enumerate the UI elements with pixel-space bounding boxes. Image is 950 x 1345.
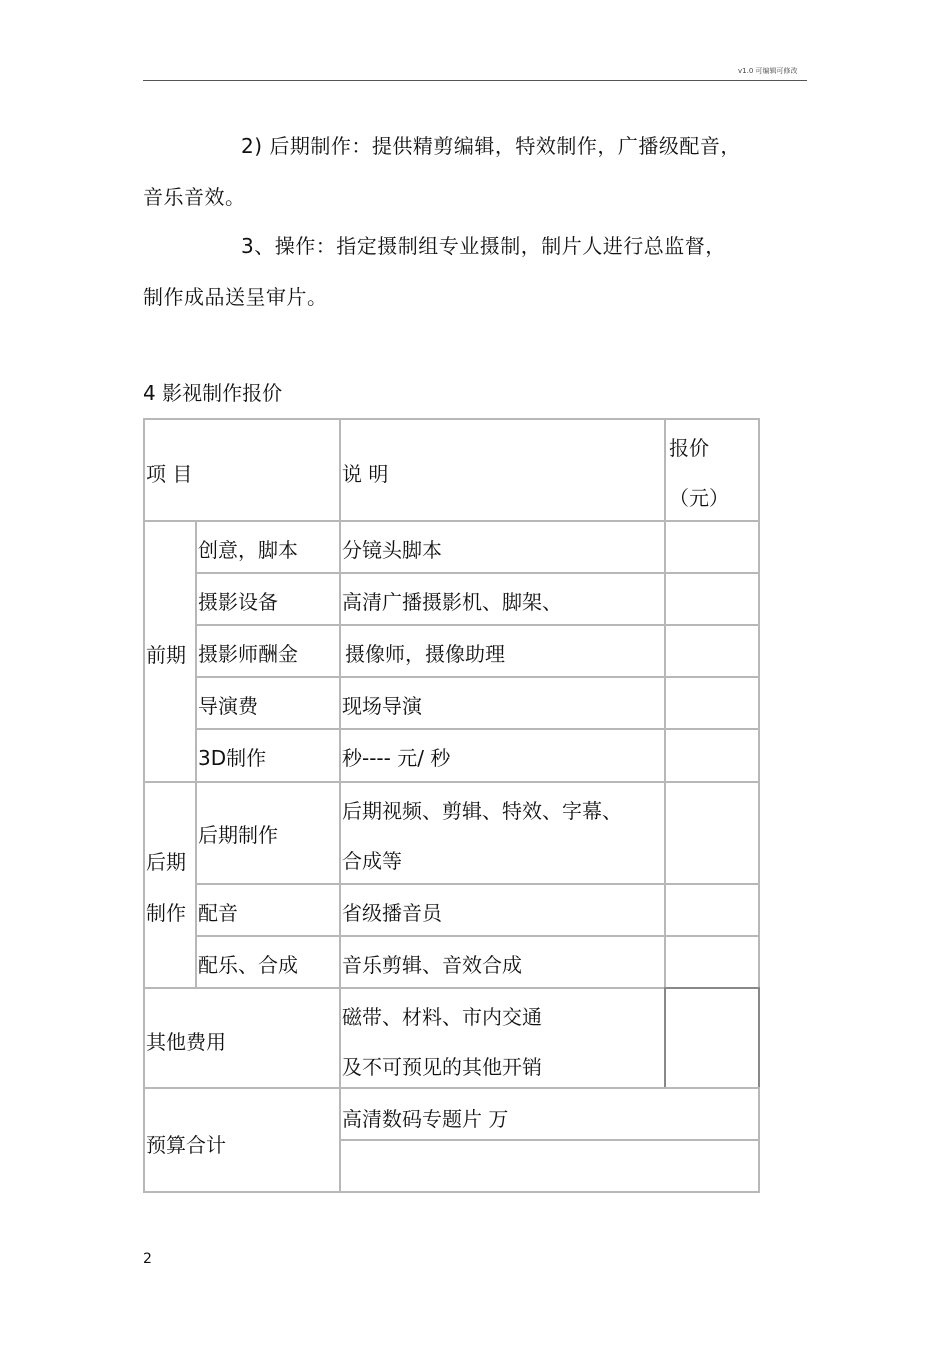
table-row-desc <box>339 883 666 937</box>
row-desc-text: 现场导演 <box>342 694 422 718</box>
row-desc-text: 高清广播摄影机、脚架、 <box>342 590 562 614</box>
table-row-budget-blank <box>339 1139 760 1193</box>
row-other-label: 其他费用 <box>146 1030 226 1054</box>
group-pre <box>143 520 197 783</box>
table-row-price <box>664 624 760 678</box>
paragraph-line: 音乐音效。 <box>143 185 246 209</box>
table-row-sub <box>195 883 341 937</box>
table-row-price <box>664 987 760 1089</box>
group-post-label: 后期 <box>146 850 186 874</box>
paragraph-line: 3、操作：指定摄制组专业摄制，制片人进行总监督， <box>241 234 726 258</box>
row-sub-label: 摄影师酬金 <box>198 642 298 666</box>
table-row-desc <box>339 935 666 989</box>
table-row-desc <box>339 624 666 678</box>
row-desc-text: 合成等 <box>342 849 402 873</box>
row-sub-label: 导演费 <box>198 694 258 718</box>
table-row-price <box>664 781 760 885</box>
header-price-unit: （元） <box>669 486 729 510</box>
paragraph-line: 2) 后期制作：提供精剪编辑，特效制作，广播级配音， <box>241 134 741 158</box>
table-row-desc <box>339 676 666 730</box>
row-desc-text: 省级播音员 <box>342 901 442 925</box>
row-sub-label: 创意，脚本 <box>198 538 298 562</box>
table-row-sub <box>195 728 341 783</box>
section-title: 4 影视制作报价 <box>143 381 283 405</box>
row-desc-text: 后期视频、剪辑、特效、字幕、 <box>342 799 622 823</box>
table-header-price <box>664 418 760 522</box>
header-rule <box>143 80 807 81</box>
group-post-label: 制作 <box>146 901 186 925</box>
table-row-budget-desc <box>339 1087 760 1141</box>
table-row-desc <box>339 987 666 1089</box>
table-row-desc <box>339 520 666 574</box>
row-sub-label: 3D制作 <box>198 746 267 770</box>
table-row-sub <box>195 520 341 574</box>
table-row-price <box>664 676 760 730</box>
table-row-sub <box>195 781 341 885</box>
table-row-sub <box>195 935 341 989</box>
table-row-sub <box>195 676 341 730</box>
row-desc-text: 及不可预见的其他开销 <box>342 1055 542 1079</box>
header-price-label: 报价 <box>669 436 709 460</box>
header-text: v1.0 可编辑可修改 <box>738 67 798 75</box>
table-row-sub <box>195 624 341 678</box>
table-row-price <box>664 520 760 574</box>
row-desc-text: 高清数码专题片 万 <box>342 1107 509 1131</box>
group-pre-label: 前期 <box>146 643 186 667</box>
row-sub-label: 配音 <box>198 901 238 925</box>
row-sub-label: 后期制作 <box>198 823 278 847</box>
header-item-label: 项 目 <box>146 462 193 486</box>
table-row-sub <box>195 572 341 626</box>
row-desc-text: 分镜头脚本 <box>342 538 442 562</box>
quote-table <box>143 418 760 1193</box>
row-desc-text: 音乐剪辑、音效合成 <box>342 953 522 977</box>
table-row-price <box>664 883 760 937</box>
table-row-desc <box>339 572 666 626</box>
table-row-budget <box>143 1087 341 1193</box>
table-row-price <box>664 572 760 626</box>
table-row-price <box>664 728 760 783</box>
row-budget-label: 预算合计 <box>146 1133 226 1157</box>
page-number: 2 <box>143 1251 152 1267</box>
group-post <box>143 781 197 989</box>
table-header-item <box>143 418 341 522</box>
row-desc-text: 磁带、材料、市内交通 <box>342 1005 542 1029</box>
row-desc-text: 秒---- 元/ 秒 <box>342 746 451 770</box>
row-sub-label: 摄影设备 <box>198 590 278 614</box>
paragraph-line: 制作成品送呈审片。 <box>143 285 328 309</box>
table-row-desc <box>339 781 666 885</box>
row-sub-label: 配乐、合成 <box>198 953 298 977</box>
row-desc-text: 摄像师，摄像助理 <box>345 642 505 666</box>
table-row-other <box>143 987 341 1089</box>
table-header-desc <box>339 418 666 522</box>
table-row-desc <box>339 728 666 783</box>
table-row-price <box>664 935 760 989</box>
header-desc-label: 说 明 <box>342 462 389 486</box>
